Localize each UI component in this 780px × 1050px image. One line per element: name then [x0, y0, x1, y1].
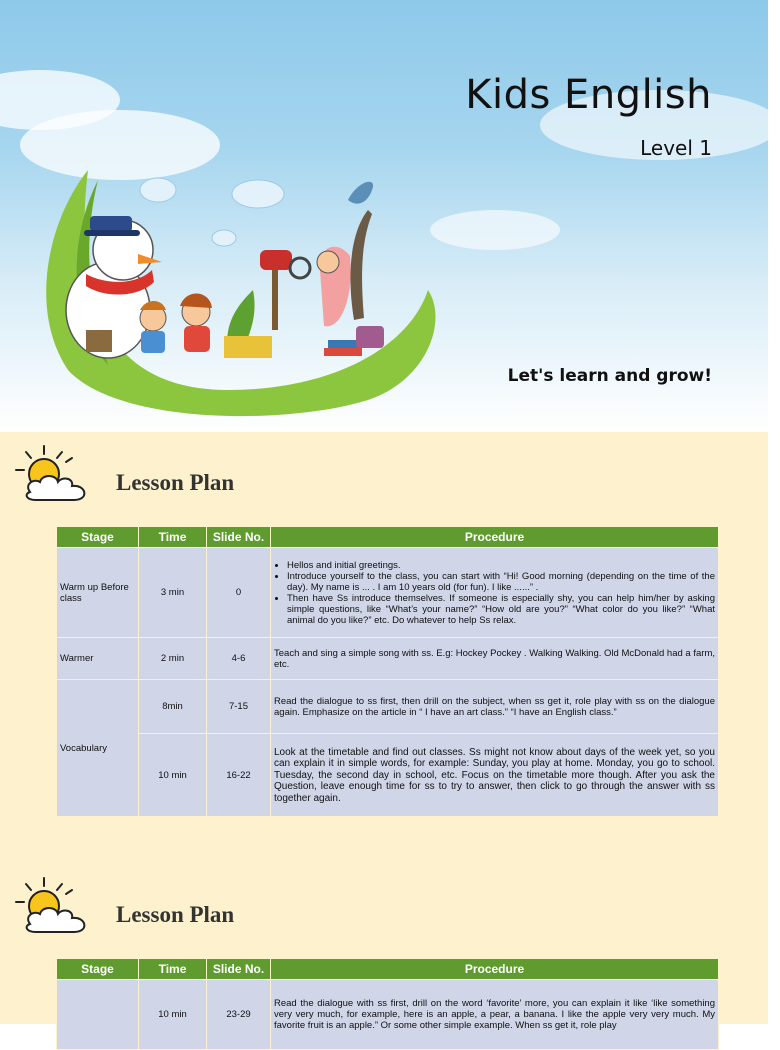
- slide-cell: 16-22: [207, 734, 271, 818]
- header-stage: Stage: [57, 959, 139, 980]
- cover-tagline: Let's learn and grow!: [507, 366, 712, 386]
- time-cell: 8min: [139, 680, 207, 734]
- procedure-cell: Teach and sing a simple song with ss. E.g: Hockey Pockey . Walking Walking. Old McDonald had a farm, etc.: [271, 638, 719, 680]
- stage-cell: [57, 980, 139, 1050]
- sun-cloud-icon: [10, 872, 102, 936]
- kids-illustration: [28, 150, 448, 420]
- stage-cell: Warm up Before class: [57, 548, 139, 638]
- lesson-plan-table: [56, 958, 719, 1050]
- table-header-row: [57, 527, 719, 548]
- slide-cell: 0: [207, 548, 271, 638]
- lesson-plan-table: [56, 526, 719, 818]
- lesson-plan-slide: [0, 864, 768, 1031]
- header-time: Time: [139, 527, 207, 548]
- header-slide: Slide No.: [207, 527, 271, 548]
- header-stage: Stage: [57, 527, 139, 548]
- procedure-cell: Read the dialogue with ss first, drill on the word ‘favorite’ more, you can explain it like ‘like something very very much, for example, here is an apple, a pear, a banana. I like the apple very very much. My favorite fruit is an apple.” Or some other simple example. When ss get it, role play: [271, 980, 719, 1050]
- title-slide: [0, 0, 768, 432]
- table-row: [57, 734, 719, 818]
- procedure-cell: Look at the timetable and find out classes. Ss might not know about days of the week yet, so you can explain it in simple words, for example: Sunday, you play at home. Monday, you go to school. Tuesday, the second day in school, etc. Focus on the timetable more though. After you ask the Question, leave enough time for ss to try to answer, then click to go through the answer with ss together again.: [271, 734, 719, 818]
- header-procedure: Procedure: [271, 527, 719, 548]
- table-row: [57, 548, 719, 638]
- sun-cloud-icon: [10, 440, 102, 504]
- header-time: Time: [139, 959, 207, 980]
- slide-cell: 4-6: [207, 638, 271, 680]
- table-row: [57, 638, 719, 680]
- time-cell: 10 min: [139, 980, 207, 1050]
- slide-cell: 7-15: [207, 680, 271, 734]
- stage-cell: Vocabulary: [57, 680, 139, 818]
- header-procedure: Procedure: [271, 959, 719, 980]
- cover-level: Level 1: [640, 136, 712, 160]
- procedure-bullet: • Hellos and initial greetings.: [287, 560, 715, 571]
- lesson-plan-title: Lesson Plan: [116, 470, 235, 495]
- lesson-plan-title: Lesson Plan: [116, 902, 235, 927]
- header-slide: Slide No.: [207, 959, 271, 980]
- slide-cell: 23-29: [207, 980, 271, 1050]
- cover-title: Kids English: [465, 72, 712, 118]
- lesson-plan-slide: [0, 432, 768, 816]
- table-row: [57, 680, 719, 734]
- procedure-bullet: • Then have Ss introduce themselves. If someone is especially shy, you can help him/her by asking simple questions, like “What’s your name?” “How old are you?” “What color do you like?” “What animal do you like?” etc. Do whatever to help Ss relax.: [287, 593, 715, 626]
- time-cell: 3 min: [139, 548, 207, 638]
- slide-gap: [0, 816, 768, 864]
- time-cell: 10 min: [139, 734, 207, 818]
- table-row: [57, 980, 719, 1050]
- stage-cell: Warmer: [57, 638, 139, 680]
- procedure-bullet: • Introduce yourself to the class, you can start with “Hi! Good morning (depending on the time of the day). My name is ... . I am 10 years old (for fun). I like ......” .: [287, 571, 715, 593]
- cloud-decoration: [430, 210, 560, 250]
- procedure-cell: Read the dialogue to ss first, then drill on the subject, when ss get it, role play with ss on the dialogue again. Emphasize on the article in “ I have an art class.” “I have an English class.”: [271, 680, 719, 734]
- procedure-cell: [271, 548, 719, 638]
- table-header-row: [57, 959, 719, 980]
- time-cell: 2 min: [139, 638, 207, 680]
